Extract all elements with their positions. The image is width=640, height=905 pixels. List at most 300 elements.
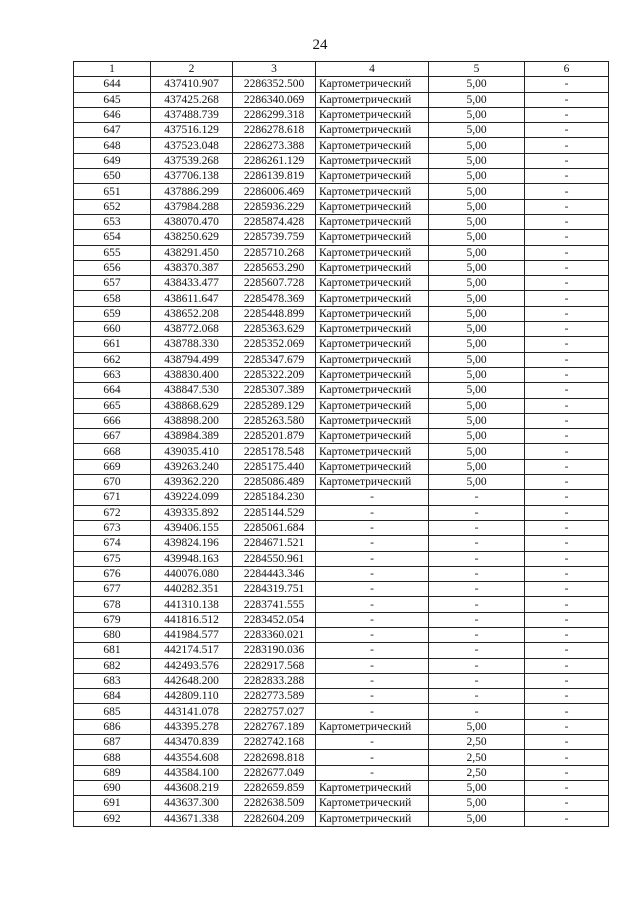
point-number-cell: 651 — [74, 184, 151, 199]
point-number-cell: 650 — [74, 169, 151, 184]
table-row — [74, 673, 609, 688]
y-coordinate-cell: 2285144.529 — [233, 505, 316, 520]
y-coordinate-cell: 2285352.069 — [233, 337, 316, 352]
y-coordinate-cell: 2282767.189 — [233, 719, 316, 734]
method-cell: - — [316, 689, 429, 704]
description-cell: - — [525, 322, 609, 337]
table-row — [74, 153, 609, 168]
accuracy-cell: 5,00 — [429, 459, 525, 474]
table-row — [74, 566, 609, 581]
y-coordinate-cell: 2283452.054 — [233, 612, 316, 627]
method-cell: Картометрический — [316, 123, 429, 138]
y-coordinate-cell: 2285448.899 — [233, 306, 316, 321]
y-coordinate-cell: 2282742.168 — [233, 735, 316, 750]
y-coordinate-cell: 2286299.318 — [233, 107, 316, 122]
table-row — [74, 260, 609, 275]
description-cell: - — [525, 765, 609, 780]
accuracy-cell: 5,00 — [429, 780, 525, 795]
x-coordinate-cell: 439948.163 — [151, 551, 233, 566]
method-cell: - — [316, 750, 429, 765]
point-number-cell: 669 — [74, 459, 151, 474]
table-row — [74, 306, 609, 321]
accuracy-cell: 5,00 — [429, 413, 525, 428]
point-number-cell: 645 — [74, 92, 151, 107]
description-cell: - — [525, 673, 609, 688]
y-coordinate-cell: 2285710.268 — [233, 245, 316, 260]
table-row — [74, 536, 609, 551]
point-number-cell: 692 — [74, 811, 151, 826]
accuracy-cell: 5,00 — [429, 306, 525, 321]
table-row — [74, 612, 609, 627]
x-coordinate-cell: 438847.530 — [151, 383, 233, 398]
accuracy-cell: - — [429, 643, 525, 658]
accuracy-cell: - — [429, 673, 525, 688]
x-coordinate-cell: 441816.512 — [151, 612, 233, 627]
point-number-cell: 690 — [74, 780, 151, 795]
point-number-cell: 657 — [74, 276, 151, 291]
description-cell: - — [525, 444, 609, 459]
table-row — [74, 658, 609, 673]
point-number-cell: 664 — [74, 383, 151, 398]
description-cell: - — [525, 92, 609, 107]
accuracy-cell: - — [429, 597, 525, 612]
x-coordinate-cell: 438250.629 — [151, 230, 233, 245]
point-number-cell: 656 — [74, 260, 151, 275]
table-row — [74, 520, 609, 535]
point-number-cell: 675 — [74, 551, 151, 566]
point-number-cell: 653 — [74, 214, 151, 229]
method-cell: Картометрический — [316, 475, 429, 490]
y-coordinate-cell: 2286352.500 — [233, 77, 316, 92]
method-cell: - — [316, 536, 429, 551]
method-cell: Картометрический — [316, 444, 429, 459]
accuracy-cell: - — [429, 566, 525, 581]
accuracy-cell: - — [429, 627, 525, 642]
description-cell: - — [525, 260, 609, 275]
x-coordinate-cell: 440282.351 — [151, 582, 233, 597]
description-cell: - — [525, 276, 609, 291]
method-cell: Картометрический — [316, 107, 429, 122]
x-coordinate-cell: 437488.739 — [151, 107, 233, 122]
table-row — [74, 719, 609, 734]
x-coordinate-cell: 437523.048 — [151, 138, 233, 153]
table-row — [74, 597, 609, 612]
description-cell: - — [525, 520, 609, 535]
table-row — [74, 245, 609, 260]
table-row — [74, 750, 609, 765]
description-cell: - — [525, 306, 609, 321]
table-row — [74, 230, 609, 245]
y-coordinate-cell: 2286273.388 — [233, 138, 316, 153]
accuracy-cell: - — [429, 520, 525, 535]
point-number-cell: 672 — [74, 505, 151, 520]
method-cell: Картометрический — [316, 811, 429, 826]
x-coordinate-cell: 438611.647 — [151, 291, 233, 306]
header-cell-col4: 4 — [316, 62, 429, 77]
method-cell: Картометрический — [316, 322, 429, 337]
description-cell: - — [525, 291, 609, 306]
point-number-cell: 688 — [74, 750, 151, 765]
method-cell: Картометрический — [316, 383, 429, 398]
point-number-cell: 647 — [74, 123, 151, 138]
point-number-cell: 689 — [74, 765, 151, 780]
table-row — [74, 582, 609, 597]
description-cell: - — [525, 612, 609, 627]
x-coordinate-cell: 437984.288 — [151, 199, 233, 214]
x-coordinate-cell: 438652.208 — [151, 306, 233, 321]
description-cell: - — [525, 551, 609, 566]
point-number-cell: 680 — [74, 627, 151, 642]
y-coordinate-cell: 2285936.229 — [233, 199, 316, 214]
table-row — [74, 367, 609, 382]
accuracy-cell: - — [429, 536, 525, 551]
accuracy-cell: 5,00 — [429, 199, 525, 214]
table-row — [74, 475, 609, 490]
point-number-cell: 671 — [74, 490, 151, 505]
table-row — [74, 199, 609, 214]
method-cell: Картометрический — [316, 199, 429, 214]
accuracy-cell: 5,00 — [429, 475, 525, 490]
method-cell: - — [316, 520, 429, 535]
description-cell: - — [525, 184, 609, 199]
method-cell: - — [316, 566, 429, 581]
y-coordinate-cell: 2286006.469 — [233, 184, 316, 199]
description-cell: - — [525, 780, 609, 795]
table-row — [74, 505, 609, 520]
table-row — [74, 352, 609, 367]
description-cell: - — [525, 475, 609, 490]
x-coordinate-cell: 443608.219 — [151, 780, 233, 795]
description-cell: - — [525, 582, 609, 597]
table-row — [74, 459, 609, 474]
accuracy-cell: 5,00 — [429, 245, 525, 260]
y-coordinate-cell: 2282638.509 — [233, 796, 316, 811]
x-coordinate-cell: 438830.400 — [151, 367, 233, 382]
y-coordinate-cell: 2285307.389 — [233, 383, 316, 398]
accuracy-cell: 5,00 — [429, 796, 525, 811]
x-coordinate-cell: 438370.387 — [151, 260, 233, 275]
method-cell: Картометрический — [316, 719, 429, 734]
point-number-cell: 659 — [74, 306, 151, 321]
accuracy-cell: 5,00 — [429, 811, 525, 826]
method-cell: Картометрический — [316, 245, 429, 260]
table-row — [74, 551, 609, 566]
coordinates-table — [73, 61, 609, 827]
y-coordinate-cell: 2284550.961 — [233, 551, 316, 566]
method-cell: - — [316, 627, 429, 642]
x-coordinate-cell: 442493.576 — [151, 658, 233, 673]
description-cell: - — [525, 245, 609, 260]
description-cell: - — [525, 169, 609, 184]
accuracy-cell: 5,00 — [429, 107, 525, 122]
accuracy-cell: 5,00 — [429, 398, 525, 413]
table-row — [74, 627, 609, 642]
table-row — [74, 322, 609, 337]
table-row — [74, 383, 609, 398]
header-cell-col3: 3 — [233, 62, 316, 77]
description-cell: - — [525, 735, 609, 750]
accuracy-cell: 5,00 — [429, 276, 525, 291]
method-cell: Картометрический — [316, 77, 429, 92]
description-cell: - — [525, 413, 609, 428]
table-row — [74, 413, 609, 428]
table-row — [74, 796, 609, 811]
description-cell: - — [525, 750, 609, 765]
table-row — [74, 735, 609, 750]
description-cell: - — [525, 383, 609, 398]
point-number-cell: 673 — [74, 520, 151, 535]
x-coordinate-cell: 439362.220 — [151, 475, 233, 490]
method-cell: Картометрический — [316, 169, 429, 184]
point-number-cell: 683 — [74, 673, 151, 688]
x-coordinate-cell: 438788.330 — [151, 337, 233, 352]
table-row — [74, 92, 609, 107]
y-coordinate-cell: 2285322.209 — [233, 367, 316, 382]
accuracy-cell: 5,00 — [429, 367, 525, 382]
x-coordinate-cell: 437516.129 — [151, 123, 233, 138]
accuracy-cell: - — [429, 582, 525, 597]
x-coordinate-cell: 437706.138 — [151, 169, 233, 184]
y-coordinate-cell: 2283741.555 — [233, 597, 316, 612]
x-coordinate-cell: 443584.100 — [151, 765, 233, 780]
method-cell: - — [316, 582, 429, 597]
point-number-cell: 665 — [74, 398, 151, 413]
accuracy-cell: - — [429, 658, 525, 673]
description-cell: - — [525, 566, 609, 581]
description-cell: - — [525, 490, 609, 505]
table-row — [74, 811, 609, 826]
accuracy-cell: 5,00 — [429, 719, 525, 734]
description-cell: - — [525, 811, 609, 826]
table-row — [74, 337, 609, 352]
method-cell: Картометрический — [316, 230, 429, 245]
y-coordinate-cell: 2286139.819 — [233, 169, 316, 184]
method-cell: - — [316, 735, 429, 750]
description-cell: - — [525, 597, 609, 612]
y-coordinate-cell: 2285086.489 — [233, 475, 316, 490]
y-coordinate-cell: 2285061.684 — [233, 520, 316, 535]
table-row — [74, 291, 609, 306]
point-number-cell: 654 — [74, 230, 151, 245]
method-cell: Картометрический — [316, 796, 429, 811]
point-number-cell: 682 — [74, 658, 151, 673]
description-cell: - — [525, 658, 609, 673]
accuracy-cell: 5,00 — [429, 444, 525, 459]
point-number-cell: 676 — [74, 566, 151, 581]
description-cell: - — [525, 214, 609, 229]
point-number-cell: 667 — [74, 429, 151, 444]
method-cell: - — [316, 658, 429, 673]
description-cell: - — [525, 796, 609, 811]
accuracy-cell: 5,00 — [429, 153, 525, 168]
accuracy-cell: 5,00 — [429, 138, 525, 153]
description-cell: - — [525, 352, 609, 367]
header-cell-col1: 1 — [74, 62, 151, 77]
y-coordinate-cell: 2282698.818 — [233, 750, 316, 765]
method-cell: Картометрический — [316, 459, 429, 474]
x-coordinate-cell: 437539.268 — [151, 153, 233, 168]
method-cell: Картометрический — [316, 413, 429, 428]
table-row — [74, 77, 609, 92]
x-coordinate-cell: 438070.470 — [151, 214, 233, 229]
method-cell: Картометрический — [316, 260, 429, 275]
point-number-cell: 644 — [74, 77, 151, 92]
y-coordinate-cell: 2285607.728 — [233, 276, 316, 291]
method-cell: Картометрический — [316, 367, 429, 382]
x-coordinate-cell: 438984.389 — [151, 429, 233, 444]
description-cell: - — [525, 138, 609, 153]
point-number-cell: 663 — [74, 367, 151, 382]
x-coordinate-cell: 443554.608 — [151, 750, 233, 765]
method-cell: - — [316, 673, 429, 688]
table-row — [74, 444, 609, 459]
y-coordinate-cell: 2285175.440 — [233, 459, 316, 474]
method-cell: - — [316, 765, 429, 780]
table-row — [74, 643, 609, 658]
table-row — [74, 138, 609, 153]
x-coordinate-cell: 438772.068 — [151, 322, 233, 337]
accuracy-cell: 5,00 — [429, 322, 525, 337]
x-coordinate-cell: 438898.200 — [151, 413, 233, 428]
point-number-cell: 670 — [74, 475, 151, 490]
x-coordinate-cell: 437425.268 — [151, 92, 233, 107]
table-row — [74, 689, 609, 704]
description-cell: - — [525, 459, 609, 474]
accuracy-cell: 5,00 — [429, 337, 525, 352]
method-cell: Картометрический — [316, 276, 429, 291]
table-row — [74, 276, 609, 291]
method-cell: - — [316, 490, 429, 505]
description-cell: - — [525, 123, 609, 138]
method-cell: - — [316, 704, 429, 719]
y-coordinate-cell: 2282773.589 — [233, 689, 316, 704]
accuracy-cell: 2,50 — [429, 750, 525, 765]
accuracy-cell: - — [429, 490, 525, 505]
x-coordinate-cell: 443671.338 — [151, 811, 233, 826]
x-coordinate-cell: 439224.099 — [151, 490, 233, 505]
x-coordinate-cell: 438794.499 — [151, 352, 233, 367]
method-cell: - — [316, 551, 429, 566]
accuracy-cell: 5,00 — [429, 429, 525, 444]
method-cell: Картометрический — [316, 291, 429, 306]
x-coordinate-cell: 442809.110 — [151, 689, 233, 704]
y-coordinate-cell: 2282917.568 — [233, 658, 316, 673]
x-coordinate-cell: 437886.299 — [151, 184, 233, 199]
description-cell: - — [525, 505, 609, 520]
accuracy-cell: 5,00 — [429, 77, 525, 92]
table-body — [74, 77, 609, 827]
point-number-cell: 668 — [74, 444, 151, 459]
table-row — [74, 123, 609, 138]
y-coordinate-cell: 2285178.548 — [233, 444, 316, 459]
header-cell-col5: 5 — [429, 62, 525, 77]
method-cell: Картометрический — [316, 184, 429, 199]
y-coordinate-cell: 2286261.129 — [233, 153, 316, 168]
table-row — [74, 765, 609, 780]
accuracy-cell: 5,00 — [429, 260, 525, 275]
accuracy-cell: 2,50 — [429, 735, 525, 750]
method-cell: Картометрический — [316, 780, 429, 795]
y-coordinate-cell: 2285184.230 — [233, 490, 316, 505]
point-number-cell: 648 — [74, 138, 151, 153]
point-number-cell: 646 — [74, 107, 151, 122]
x-coordinate-cell: 443470.839 — [151, 735, 233, 750]
x-coordinate-cell: 441984.577 — [151, 627, 233, 642]
header-cell-col6: 6 — [525, 62, 609, 77]
point-number-cell: 666 — [74, 413, 151, 428]
accuracy-cell: - — [429, 505, 525, 520]
x-coordinate-cell: 437410.907 — [151, 77, 233, 92]
accuracy-cell: 5,00 — [429, 123, 525, 138]
x-coordinate-cell: 439035.410 — [151, 444, 233, 459]
point-number-cell: 655 — [74, 245, 151, 260]
point-number-cell: 674 — [74, 536, 151, 551]
y-coordinate-cell: 2283360.021 — [233, 627, 316, 642]
point-number-cell: 658 — [74, 291, 151, 306]
y-coordinate-cell: 2285653.290 — [233, 260, 316, 275]
point-number-cell: 685 — [74, 704, 151, 719]
point-number-cell: 678 — [74, 597, 151, 612]
description-cell: - — [525, 719, 609, 734]
y-coordinate-cell: 2284319.751 — [233, 582, 316, 597]
accuracy-cell: - — [429, 689, 525, 704]
method-cell: Картометрический — [316, 153, 429, 168]
y-coordinate-cell: 2285263.580 — [233, 413, 316, 428]
description-cell: - — [525, 536, 609, 551]
point-number-cell: 661 — [74, 337, 151, 352]
description-cell: - — [525, 398, 609, 413]
y-coordinate-cell: 2286340.069 — [233, 92, 316, 107]
method-cell: - — [316, 643, 429, 658]
table-row — [74, 704, 609, 719]
point-number-cell: 691 — [74, 796, 151, 811]
y-coordinate-cell: 2282659.859 — [233, 780, 316, 795]
method-cell: Картометрический — [316, 92, 429, 107]
x-coordinate-cell: 443141.078 — [151, 704, 233, 719]
point-number-cell: 649 — [74, 153, 151, 168]
x-coordinate-cell: 438868.629 — [151, 398, 233, 413]
description-cell: - — [525, 153, 609, 168]
x-coordinate-cell: 443395.278 — [151, 719, 233, 734]
description-cell: - — [525, 689, 609, 704]
accuracy-cell: 5,00 — [429, 169, 525, 184]
point-number-cell: 677 — [74, 582, 151, 597]
table-row — [74, 490, 609, 505]
point-number-cell: 684 — [74, 689, 151, 704]
point-number-cell: 662 — [74, 352, 151, 367]
y-coordinate-cell: 2285739.759 — [233, 230, 316, 245]
accuracy-cell: 5,00 — [429, 230, 525, 245]
description-cell: - — [525, 230, 609, 245]
description-cell: - — [525, 107, 609, 122]
method-cell: - — [316, 612, 429, 627]
point-number-cell: 660 — [74, 322, 151, 337]
description-cell: - — [525, 429, 609, 444]
accuracy-cell: 2,50 — [429, 765, 525, 780]
point-number-cell: 686 — [74, 719, 151, 734]
method-cell: Картометрический — [316, 306, 429, 321]
method-cell: - — [316, 597, 429, 612]
accuracy-cell: 5,00 — [429, 92, 525, 107]
x-coordinate-cell: 442648.200 — [151, 673, 233, 688]
y-coordinate-cell: 2284671.521 — [233, 536, 316, 551]
y-coordinate-cell: 2283190.036 — [233, 643, 316, 658]
description-cell: - — [525, 199, 609, 214]
description-cell: - — [525, 704, 609, 719]
description-cell: - — [525, 367, 609, 382]
accuracy-cell: - — [429, 612, 525, 627]
y-coordinate-cell: 2286278.618 — [233, 123, 316, 138]
